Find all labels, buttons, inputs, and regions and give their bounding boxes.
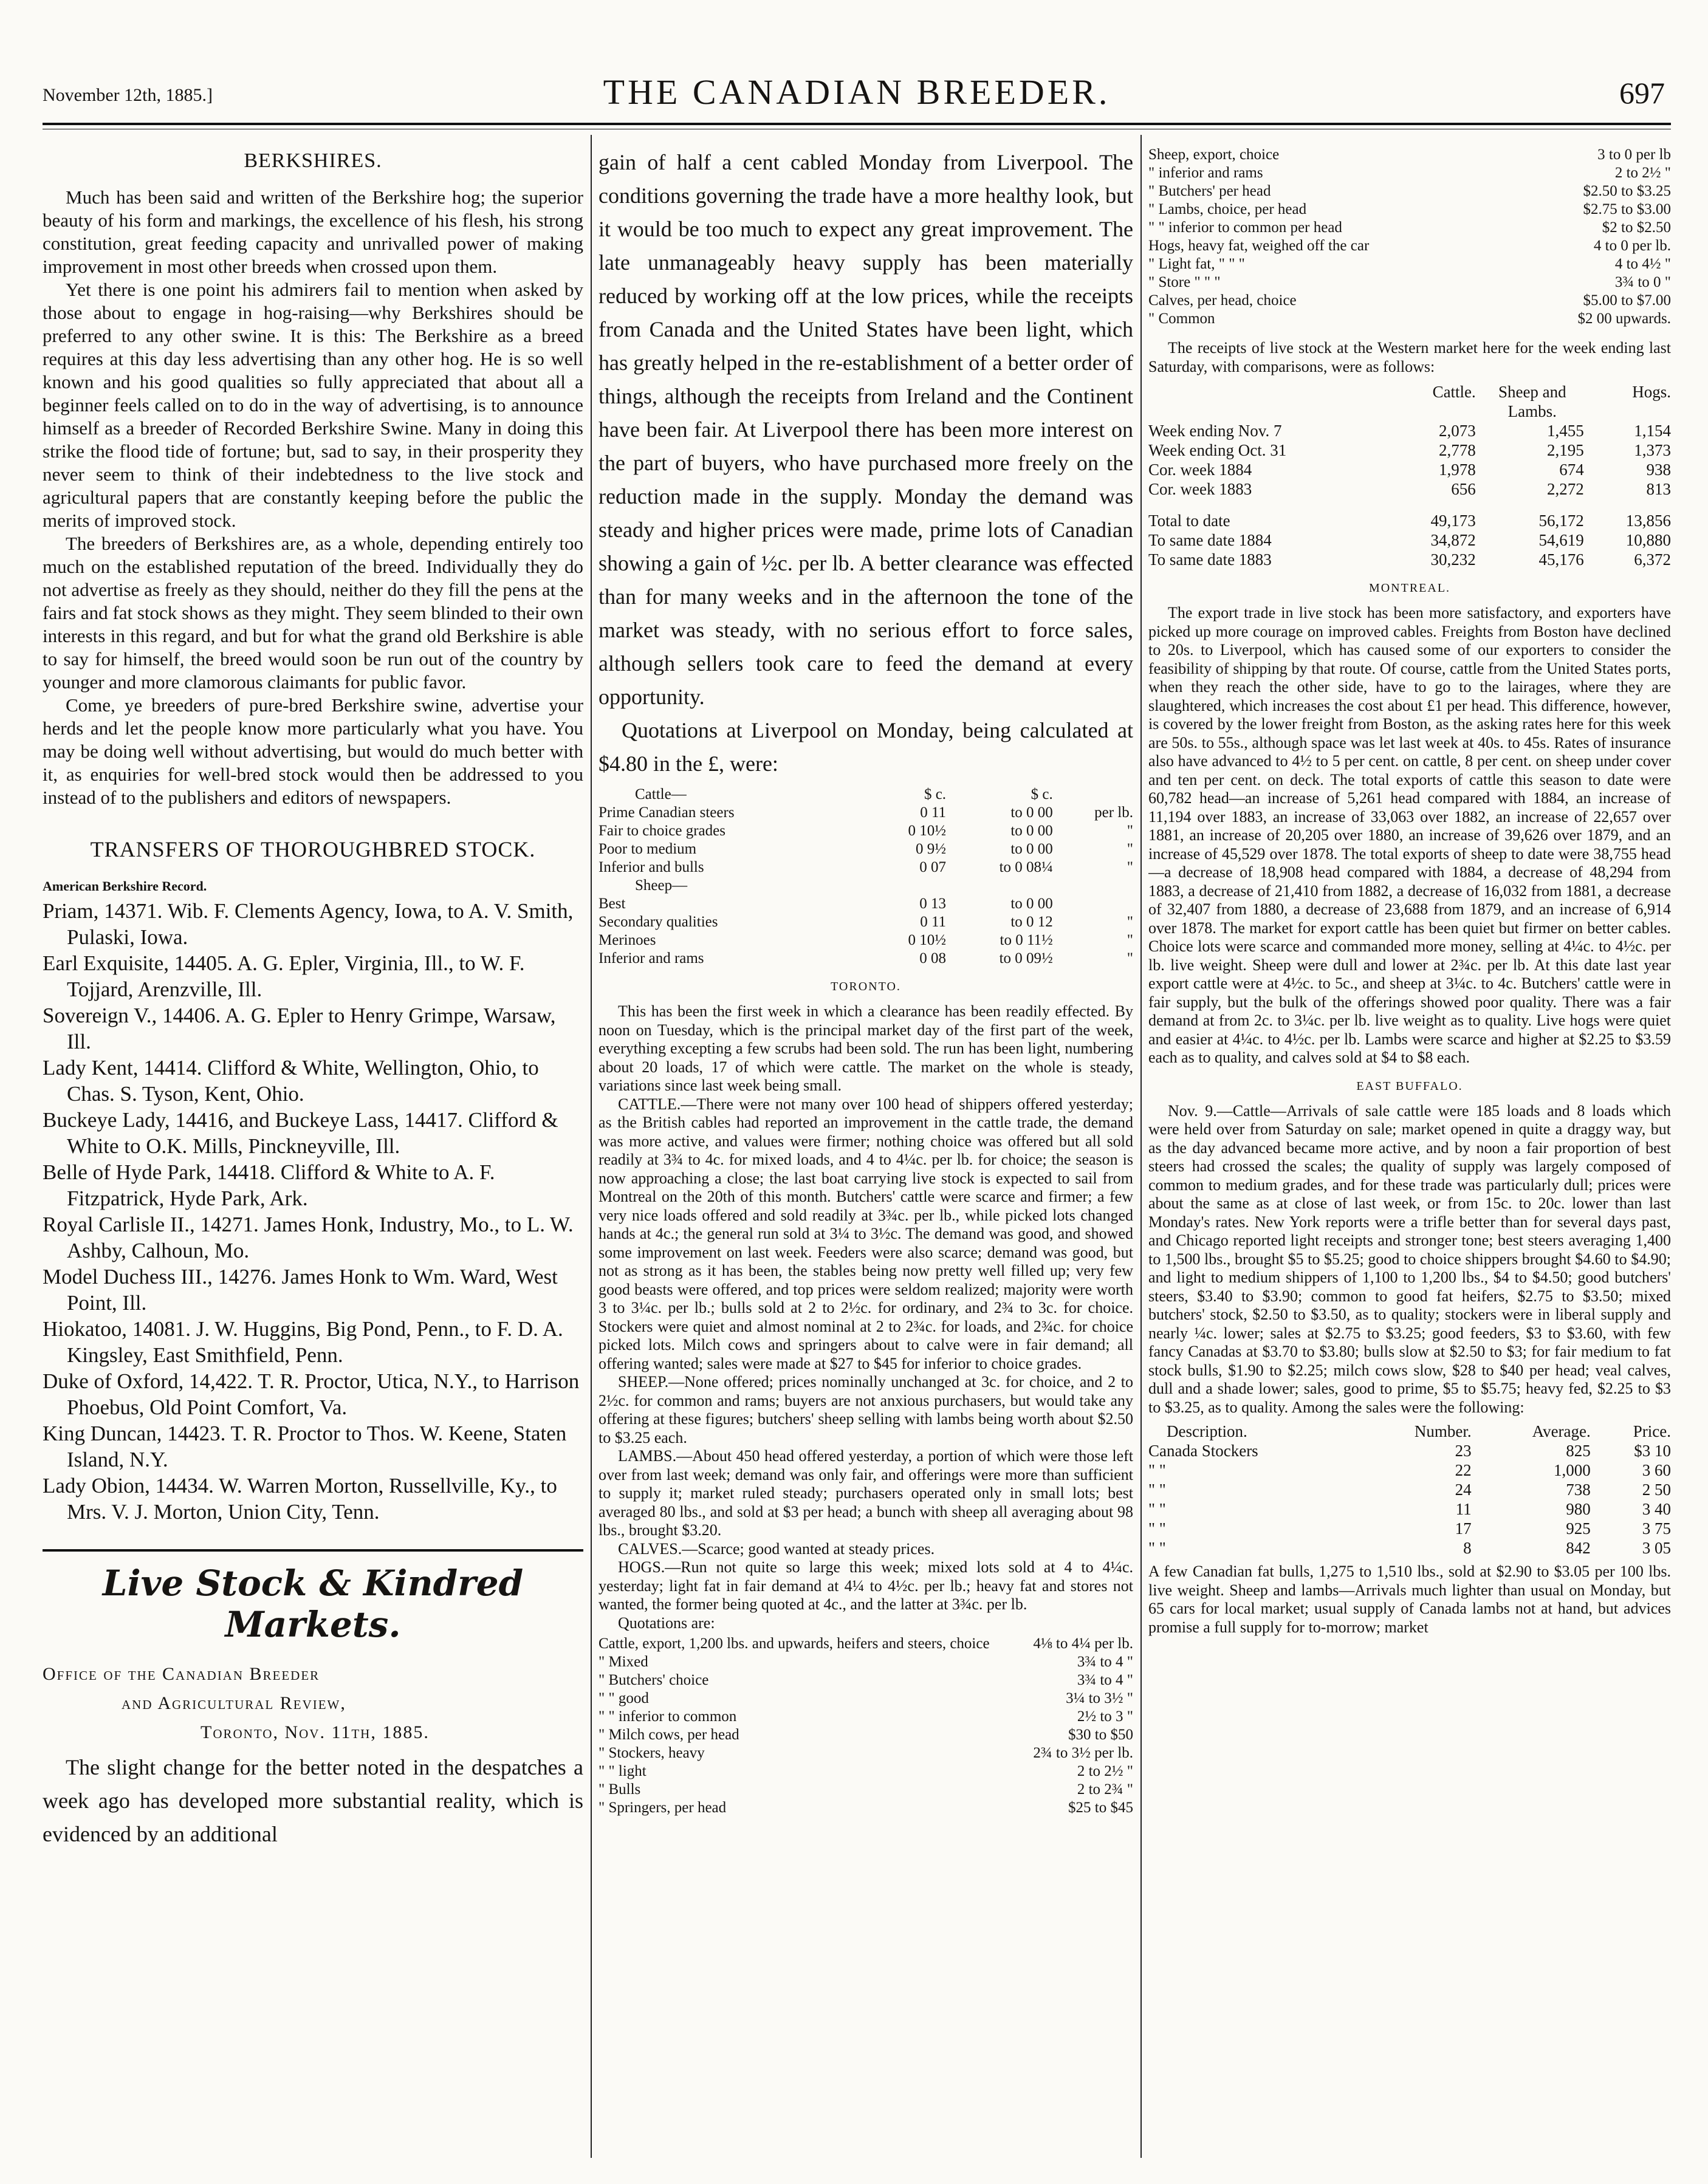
table-row — [598, 877, 1133, 895]
quote-low: 0 08 — [919, 950, 947, 967]
table-cell: 8 — [1463, 1539, 1472, 1557]
receipts-intro — [1148, 339, 1671, 376]
column-header: Description. — [1167, 1422, 1247, 1440]
table-row — [1148, 440, 1671, 460]
report-paragraph: CATTLE.—There were not many over 100 head of shippers offered yesterday; as the British cables had reported an improvement in the cattle trade, the demand was more active, and values were firmer; nothing choice was offered but all sold readily at 3¾ to 4c. for mixed loads, and 4 to 4¼c. per lb. for choice; the season is now approaching a close; the last boat carrying live stock is expected to sail from Montreal on the 20th of this month. Butchers' cattle were scarce and firmer; a few very nice loads offered and sold readily at 3¾c. per lb., while picked lots changed hands at 4c.; the general run sold at 3¼ to 3½c. The demand was good, and showed some improvement on last week. Feeders were also scarce; demand was good, but not as strong as it has been, the stables being now pretty well filled up; very few good beasts were offered, and top prices were seldom realized; majority were worth 3 to 3¼c. per lb.; bulls sold at 2 to 2½c. for ordinary, and 2¾ to 3c. for choice. Stockers were quiet and almost nominal at 2 to 2¾c. for loads, and 2¾c. for choice picked lots. Milch cows and springers about to calve were in fair demand; all offering wanted; sales were made at $27 to $45 for inferior to choice grades. — [598, 1095, 1133, 1372]
table-row — [1148, 255, 1671, 273]
table-cell: 656 — [1451, 480, 1476, 498]
transfer-entry: Earl Exquisite, 14405. A. G. Epler, Virginia, Ill., to W. F. Tojjard, Arenzville, Ill. — [43, 951, 525, 1001]
report-paragraph: Nov. 9.—Cattle—Arrivals of sale cattle were 185 loads and 8 loads which were held over from Saturday on sale; market opened in quite a draggy way, but as the day advanced became more active, and by noon a fair proportion of best steers had crossed the scales; the quality of supply was largely composed of common to medium grades, and for these trade was particularly dull; prices were about the same as at close of last week, or from 15c. to 20c. lower than last Monday's rates. New York reports were a trifle better than for several days past, and Chicago reported light receipts and stronger tone; best steers averaging 1,400 to 1,500 lbs., brought $5 to $5.25; good to choice shippers brought $4.60 to $4.90; and light to medium shippers of 1,100 to 1,200 lbs., $4 to $4.50; good butchers' steers, $3.40 to $3.90; common to good fat heifers, $2.75 to $3.50; mixed butchers' stock, $2.50 to $3.50, as to quality; stockers were in liberal supply and nearly ¼c. lower; sales at $2.75 to $3.25; good feeders, $3 to $3.60, with few fancy Canadas at $3.70 to $3.80; bulls slow at $2.50 to $3; for fair medium to fat stock bulls, $1.90 to $2.25; milch cows slow, $28 to $40 per head; veal calves, dull and a shade lower; sales, good to prime, $5 to $5.75; heavy fed, $2.25 to $3 to $3.25, as to quality. Among the sales were the following: — [1148, 1101, 1671, 1416]
table-cell: 56,172 — [1538, 512, 1584, 530]
quote-low: 0 11 — [920, 804, 947, 821]
issue-date: November 12th, 1885.] — [43, 85, 213, 105]
quote-desc: " Light fat, " " " — [1148, 256, 1245, 272]
quote-desc: " Springers, per head — [598, 1799, 727, 1816]
table-cell: 813 — [1646, 480, 1671, 498]
table-cell: 738 — [1566, 1481, 1591, 1499]
table-row — [598, 840, 1133, 858]
table-cell: 825 — [1566, 1442, 1591, 1460]
montreal-heading: MONTREAL. — [1368, 581, 1451, 595]
table-row — [1148, 200, 1671, 219]
quote-low: 0 9½ — [916, 841, 947, 857]
masthead-rule — [43, 123, 1671, 125]
table-row — [1148, 460, 1671, 479]
office-dateline — [43, 1660, 583, 1747]
table-cell: Week ending Oct. 31 — [1148, 441, 1287, 459]
transfer-entry: Belle of Hyde Park, 14418. Clifford & White to A. F. Fitzpatrick, Hyde Park, Ark. — [43, 1160, 495, 1210]
table-cell: 938 — [1646, 460, 1671, 479]
transfers-heading: TRANSFERS OF THOROUGHBRED STOCK. — [90, 837, 536, 861]
quote-price: 4⅛ to 4¼ per lb. — [1033, 1635, 1133, 1652]
quote-price: $2.75 to $3.00 — [1583, 201, 1671, 217]
quote-price: 2½ to 3 " — [1077, 1708, 1133, 1725]
table-cell: 10,880 — [1625, 531, 1671, 549]
quote-unit — [1053, 895, 1133, 913]
quote-high: to 0 11½ — [1000, 932, 1053, 948]
article-paragraph: Come, ye breeders of pure-bred Berkshire swine, advertise your herds and let the people know more particularly what you have. You may be doing well without advertising, but would do much better with it, as enquiries for well-bred stock would then be addressed to you instead of to the publishers and editors of newspapers. — [43, 694, 583, 808]
buffalo-sales-table — [1148, 1422, 1671, 1558]
quote-unit: " — [1127, 823, 1133, 839]
quote-desc: " Milch cows, per head — [598, 1727, 739, 1743]
quote-low: 0 11 — [920, 914, 947, 930]
quote-desc: Inferior and rams — [598, 950, 704, 967]
quote-desc: " inferior and rams — [1148, 165, 1263, 181]
table-cell: 34,872 — [1430, 531, 1476, 549]
table-cell: Total to date — [1148, 512, 1230, 530]
table-row — [598, 804, 1133, 822]
column-header: $ c. — [924, 786, 947, 803]
quote-price: $2.50 to $3.25 — [1583, 183, 1671, 199]
record-source: American Berkshire Record. — [43, 878, 207, 894]
table-cell: 2 50 — [1642, 1481, 1671, 1499]
quote-price: 3¾ to 4 " — [1077, 1672, 1133, 1688]
east-buffalo-report — [1148, 1102, 1671, 1417]
report-paragraph: This has been the first week in which a clearance has been readily effected. By noon on Tuesday, which is the principal market day of the first part of the week, everything excepting a few scrubs had been sold. The run has been light, numbering about 20 loads, 17 of which were cattle. The market on the whole is steady, variations since last week being small. — [598, 1002, 1133, 1094]
column-header: $ c. — [1031, 786, 1053, 803]
quote-price: 2 to 2½ " — [1077, 1763, 1133, 1779]
quote-low: 0 13 — [919, 895, 947, 912]
table-row — [1148, 292, 1671, 310]
report-paragraph: A few Canadian fat bulls, 1,275 to 1,510 lbs., sold at $2.90 to $3.05 per 100 lbs. live weight. Sheep and lambs—Arrivals much lighter than usual on Monday, but 65 cars for local market; usual supply of Canada lambs not at hand, but advices promise a full supply for to-morrow; market — [1148, 1563, 1671, 1636]
quote-low: 0 10½ — [908, 823, 947, 839]
quote-price: 2 to 2½ " — [1614, 165, 1671, 181]
page-number: 697 — [1619, 76, 1665, 110]
table-cell: Cor. week 1883 — [1148, 480, 1252, 498]
table-row — [598, 950, 1133, 968]
table-row — [1148, 1538, 1671, 1558]
berkshires-article — [43, 186, 583, 809]
quote-desc: " Lambs, choice, per head — [1148, 201, 1307, 217]
quotations-intro: Quotations at Liverpool on Monday, being calculated at $4.80 in the £, were: — [598, 718, 1133, 776]
transfer-entry: Model Duchess III., 14276. James Honk to Wm. Ward, West Point, Ill. — [43, 1265, 558, 1315]
table-row — [1148, 146, 1671, 164]
quote-desc: " Stockers, heavy — [598, 1745, 705, 1761]
quote-desc: Inferior and bulls — [598, 859, 704, 875]
toronto-heading: TORONTO. — [831, 980, 901, 993]
quotations-label: Quotations are: — [618, 1614, 715, 1632]
table-cell: 1,455 — [1547, 422, 1584, 440]
quote-unit: " — [1127, 950, 1133, 967]
quote-low: 0 10½ — [908, 932, 947, 948]
table-header-row — [1148, 1422, 1671, 1441]
table-cell: 23 — [1455, 1442, 1472, 1460]
table-cell: 842 — [1566, 1539, 1591, 1557]
quote-desc: " Common — [1148, 310, 1215, 327]
column-divider — [1140, 135, 1142, 2158]
table-header-row — [1148, 382, 1671, 421]
table-cell: 2,778 — [1439, 441, 1476, 459]
table-cell: 17 — [1455, 1519, 1472, 1538]
table-cell: " " — [1148, 1500, 1166, 1518]
toronto-quotes-table-continued — [1148, 146, 1671, 328]
quote-desc: " " inferior to common — [598, 1708, 737, 1725]
table-cell: 925 — [1566, 1519, 1591, 1538]
column-header: Average. — [1532, 1422, 1591, 1440]
quote-desc: Calves, per head, choice — [1148, 292, 1297, 309]
quote-desc: " Store " " " — [1148, 274, 1221, 290]
transfer-entry: Priam, 14371. Wib. F. Clements Agency, Iowa, to A. V. Smith, Pulaski, Iowa. — [43, 899, 574, 949]
markets-intro — [43, 1751, 583, 1851]
markets-intro-cont: gain of half a cent cabled Monday from Liverpool. The conditions governing the trade have a more healthy look, but it would be too much to expect any great improvement. The late unmanageably heavy supply has been materially reduced by working off at the low prices, while the receipts from Canada and the United States have been light, which has greatly helped in the re-establishment of a better order of things, although the receipts from Ireland and the Continent have been fair. At Liverpool there has been more interest on the part of buyers, who have purchased more freely on the reduction made in the supply. Monday the demand was steady and higher prices were made, prime lots of Canadian showing a gain of ½c. per lb. A better clearance was effected than for many weeks and in the afternoon the tone of the market was steady, with no serious effort to force sales, although sellers took care to feed the demand at every opportunity. — [598, 150, 1133, 709]
column-header: Sheep and Lambs. — [1498, 383, 1566, 420]
column-header: Cattle. — [1432, 383, 1476, 401]
office-line: Office of the Canadian Breeder — [43, 1664, 320, 1684]
table-cell: 6,372 — [1634, 550, 1671, 569]
newspaper-page — [43, 67, 1671, 2163]
column-left — [43, 146, 583, 2151]
table-row — [598, 858, 1133, 877]
quote-price: $2 to $2.50 — [1602, 219, 1671, 236]
quote-desc: Cattle, export, 1,200 lbs. and upwards, heifers and steers, choice — [598, 1635, 990, 1652]
table-row — [598, 1689, 1133, 1708]
table-row — [1148, 1480, 1671, 1499]
table-row — [1148, 550, 1671, 569]
table-cell: 54,619 — [1538, 531, 1584, 549]
table-cell: Cor. week 1884 — [1148, 460, 1252, 479]
column-header: Hogs. — [1632, 383, 1671, 401]
table-cell: 980 — [1566, 1500, 1591, 1518]
report-paragraph: The export trade in live stock has been more satisfactory, and exporters have picked up more courage on improved cables. Freights from Boston have declined to 20s. to Liverpool, which has caused some of our exporters to consider the feasibility of shipping by that route. Of course, cattle from the United States ports, when they reach the other side, have to go to the lairages, where they are slaughtered, which increases the cost about £1 per head. This difference, however, is covered by the lower freight from Boston, as the asking rates here for this week are 50s. to 55s., although space was let last week at 40s. to 45s. Rates of insurance also have advanced to 4½ to 5 per cent. on cattle, 8 per cent. on sheep under cover and ten per cent. on deck. The total exports of cattle this season to date were 60,782 head—an increase of 5,261 head compared with 1884, an increase of 11,194 over 1883, an increase of 33,063 over 1882, an increase of 22,657 over 1881, an increase of 20,205 over 1880, an increase of 39,626 over 1879, and an increase of 45,529 over 1878. The total exports of sheep to date were 38,755 head—a decrease of 18,908 head compared with 1884, a decrease of 48,294 from 1883, a decrease of 21,410 from 1882, a decrease of 16,032 from 1881, a decrease of 32,407 from 1880, a decrease of 23,688 from 1879, and an increase of 6,914 over 1878. The market for export cattle has been quiet but firmer on better cables. Choice lots were scarce and commanded more money, selling at 4¼c. to 4½c. per lb. live weight. Sheep were dull and lower at 2¾c. per lb. At this date last year export cattle were at 4½c. to 5c., and sheep at 3¼c. to 4c. Butchers' cattle were in fair supply, but the bulk of the offerings showed poor quality. There was a fair demand at from 2c. to 3¼c. per lb. live weight as to quality. Live hogs were quiet and easier at 4¼c. to 4½c. per lb. Lambs were scarce and higher at $2.25 to $3.59 each as to quality, and calves sold at $4 to $8 each. — [1148, 604, 1671, 1066]
table-row — [1148, 182, 1671, 200]
transfer-entry: Buckeye Lady, 14416, and Buckeye Lass, 14417. Clifford & White to O.K. Mills, Pinckneyville, Ill. — [43, 1108, 558, 1158]
table-cell: " " — [1148, 1519, 1166, 1538]
table-cell: 3 40 — [1642, 1500, 1671, 1518]
table-row — [598, 1708, 1133, 1726]
quote-price: 2 to 2¾ " — [1077, 1781, 1133, 1798]
table-row — [598, 1762, 1133, 1781]
quote-desc: " Butchers' choice — [598, 1672, 709, 1688]
group-label: Sheep— — [635, 877, 688, 894]
table-row — [598, 1671, 1133, 1689]
quote-high: to 0 00 — [1010, 823, 1053, 839]
quote-price: $25 to $45 — [1068, 1799, 1133, 1816]
receipts-intro-text: The receipts of live stock at the Western market here for the week ending last Saturday, with comparisons, were as follows: — [1148, 339, 1671, 375]
report-paragraph: LAMBS.—About 450 head offered yesterday, a portion of which were those left over from last week; demand was only fair, and offerings were more than sufficient to supply it; market ruled steady; purchasers operated only in small lots; best averaged 80 lbs., and sold at $3 per head; a bunch with sheep all averaging about 98 lbs., brought $3.20. — [598, 1447, 1133, 1539]
column-divider — [591, 135, 592, 2158]
liverpool-quotations-table — [598, 786, 1133, 968]
table-row — [1148, 1499, 1671, 1519]
article-paragraph: Yet there is one point his admirers fail to mention when asked by those about to engage in hog-raising—why Berkshires should be preferred to any other swine. It is this: The Berkshire as a breed requires at this day less advertising than any other hog. He is so well known and his good qualities so fully appreciated that about all a beginner feels called on to do in the way of advertising, is to announce himself as a breeder of Recorded Berkshire Swine. Many in doing this strike the flood tide of fortune; but, sad to say, in their prosperity they never seem to think of their indebtedness to the live stock and agricultural papers that are constantly keeping before the public the merits of improved stock. — [43, 279, 583, 531]
table-row — [598, 1726, 1133, 1744]
table-cell: " " — [1148, 1539, 1166, 1557]
table-cell: 22 — [1455, 1461, 1472, 1479]
table-cell: 1,978 — [1439, 460, 1476, 479]
quote-desc: " Mixed — [598, 1654, 648, 1670]
quote-unit: " — [1127, 841, 1133, 857]
transfer-entry: Royal Carlisle II., 14271. James Honk, Industry, Mo., to L. W. Ashby, Calhoun, Mo. — [43, 1213, 574, 1262]
quote-desc: Prime Canadian steers — [598, 804, 735, 821]
east-buffalo-closing — [1148, 1563, 1671, 1637]
article-paragraph: The breeders of Berkshires are, as a whole, depending entirely too much on the established reputation of the breed. Individually they do not advertise as freely as they should, neither do they fill the pens at the fairs and fat stock shows as they might. They seem blinded to their own interests in this regard, and but for what the grand old Berkshire is able to say for himself, the breed would soon be run out of the country by younger and more clamorous claimants for public favor. — [43, 533, 583, 693]
quote-high: to 0 08¼ — [999, 859, 1053, 875]
quote-desc: Sheep, export, choice — [1148, 146, 1280, 163]
quote-unit: " — [1127, 914, 1133, 930]
quote-desc: Poor to medium — [598, 841, 697, 857]
transfer-entry: King Duncan, 14423. T. R. Proctor to Thos. W. Keene, Staten Island, N.Y. — [43, 1422, 567, 1471]
transfer-entry: Lady Kent, 14414. Clifford & White, Wellington, Ohio, to Chas. S. Tyson, Kent, Ohio. — [43, 1056, 539, 1106]
office-line: and Agricultural Review, — [122, 1693, 346, 1713]
toronto-quotes-table — [598, 1635, 1133, 1817]
table-row — [598, 913, 1133, 931]
quote-high: to 0 12 — [1010, 914, 1053, 930]
office-line: Toronto, Nov. 11th, 1885. — [201, 1722, 430, 1742]
quote-desc: " " inferior to common per head — [1148, 219, 1342, 236]
table-cell: $3 10 — [1634, 1442, 1671, 1460]
quote-price: 4 to 4½ " — [1614, 256, 1671, 272]
column-middle — [598, 146, 1133, 2151]
table-row — [598, 822, 1133, 840]
quote-desc: " Bulls — [598, 1781, 641, 1798]
quote-high: to 0 09½ — [999, 950, 1053, 967]
transfer-entry: Sovereign V., 14406. A. G. Epler to Henry Grimpe, Warsaw, Ill. — [43, 1004, 556, 1053]
table-cell: 2,195 — [1547, 441, 1584, 459]
transfer-entry: Lady Obion, 14434. W. Warren Morton, Russellville, Ky., to Mrs. V. J. Morton, Union City, Tenn. — [43, 1474, 557, 1524]
report-paragraph: HOGS.—Run not quite so large this week; mixed lots sold at 4 to 4¼c. yesterday; light fat in fair demand at 4¼ to 4½c. per lb.; heavy fat and stores not wanted, the former being quoted at 4c., and the latter at 3¾c. per lb. — [598, 1558, 1133, 1613]
quote-desc: " Butchers' per head — [1148, 183, 1271, 199]
quote-desc: Fair to choice grades — [598, 823, 725, 839]
markets-intro-continued — [598, 146, 1133, 781]
table-row — [1148, 219, 1671, 237]
quote-low: 0 07 — [919, 859, 947, 875]
quote-price: 3¾ to 0 " — [1614, 274, 1671, 290]
table-cell: 49,173 — [1430, 512, 1476, 530]
table-row — [598, 931, 1133, 950]
table-row — [1148, 479, 1671, 499]
column-right — [1148, 146, 1671, 2151]
column-header — [1148, 382, 1389, 421]
table-cell: 3 05 — [1642, 1539, 1671, 1557]
table-row — [1148, 273, 1671, 292]
table-row — [598, 1653, 1133, 1671]
article-paragraph: Much has been said and written of the Berkshire hog; the superior beauty of his form and markings, the excellence of his flesh, his strong constitution, great feeding capacity and unrivalled power of making improvement in most other breeds when crossed upon them. — [43, 187, 583, 277]
table-row — [1148, 530, 1671, 550]
table-cell: 24 — [1455, 1481, 1472, 1499]
quote-price: $5.00 to $7.00 — [1583, 292, 1671, 309]
quote-desc: Hogs, heavy fat, weighed off the car — [1148, 238, 1370, 254]
table-cell: 1,154 — [1634, 422, 1671, 440]
table-cell: To same date 1884 — [1148, 531, 1272, 549]
table-row — [598, 786, 1133, 804]
column-header: Number. — [1414, 1422, 1472, 1440]
quote-desc: Secondary qualities — [598, 914, 718, 930]
table-cell: 45,176 — [1538, 550, 1584, 569]
quote-price: 2¾ to 3½ per lb. — [1033, 1745, 1133, 1761]
berkshires-heading: BERKSHIRES. — [244, 149, 382, 172]
markets-intro-start: The slight change for the better noted in the despatches a week ago has developed more substantial reality, which is evidenced by an additional — [43, 1755, 583, 1846]
quote-high: to 0 00 — [1010, 841, 1053, 857]
table-cell: 13,856 — [1625, 512, 1671, 530]
table-row — [1148, 1460, 1671, 1480]
quote-high: to 0 00 — [1010, 804, 1053, 821]
transfers-list — [43, 898, 583, 1525]
table-row — [1148, 237, 1671, 255]
table-row — [1148, 499, 1671, 530]
table-cell: 11 — [1455, 1500, 1472, 1518]
table-cell: To same date 1883 — [1148, 550, 1272, 569]
quote-high: to 0 00 — [1010, 895, 1053, 912]
quote-desc: " " light — [598, 1763, 647, 1779]
table-row — [1148, 310, 1671, 328]
table-cell: " " — [1148, 1461, 1166, 1479]
table-row — [1148, 164, 1671, 182]
quote-price: $30 to $50 — [1068, 1727, 1133, 1743]
quote-price: 3¼ to 3½ " — [1066, 1690, 1133, 1706]
masthead — [43, 67, 1671, 115]
quote-desc: Merinoes — [598, 932, 656, 948]
report-paragraph: CALVES.—Scarce; good wanted at steady prices. — [618, 1539, 935, 1558]
table-row — [598, 1744, 1133, 1762]
column-header: Price. — [1633, 1422, 1671, 1440]
table-row — [1148, 1519, 1671, 1538]
quote-unit: " — [1127, 859, 1133, 875]
table-cell: 2,073 — [1439, 422, 1476, 440]
quote-unit: " — [1127, 932, 1133, 948]
table-cell: Week ending Nov. 7 — [1148, 422, 1282, 440]
table-row — [1148, 421, 1671, 440]
table-row — [1148, 1441, 1671, 1460]
transfer-entry: Duke of Oxford, 14,422. T. R. Proctor, Utica, N.Y., to Harrison Phoebus, Old Point Comfort, Va. — [43, 1369, 580, 1419]
quote-price: 4 to 0 per lb. — [1593, 238, 1671, 254]
report-paragraph: SHEEP.—None offered; prices nominally unchanged at 3c. for choice, and 2 to 2½c. for common and rams; buyers are not anxious purchasers, but would take any offering at these figures; butchers' sheep selling with lambs being worth about $2.50 to $3.25 each. — [598, 1373, 1133, 1446]
table-cell: 3 60 — [1642, 1461, 1671, 1479]
quote-desc: Best — [598, 895, 626, 912]
table-cell: 1,373 — [1634, 441, 1671, 459]
table-row — [598, 895, 1133, 913]
table-cell: " " — [1148, 1481, 1166, 1499]
toronto-report — [598, 1002, 1133, 1632]
newspaper-title: THE CANADIAN BREEDER. — [603, 72, 1111, 112]
receipts-table — [1148, 382, 1671, 569]
quote-unit: per lb. — [1094, 804, 1133, 821]
quote-price: 3 to 0 per lb — [1597, 146, 1671, 163]
table-cell: 674 — [1559, 460, 1584, 479]
quote-price: $2 00 upwards. — [1577, 310, 1671, 327]
montreal-report — [1148, 604, 1671, 1067]
quote-desc: " " good — [598, 1690, 649, 1706]
table-cell: 2,272 — [1547, 480, 1584, 498]
group-label: Cattle— — [635, 786, 687, 803]
table-row — [598, 1781, 1133, 1799]
table-row — [598, 1635, 1133, 1653]
table-cell: 3 75 — [1642, 1519, 1671, 1538]
transfer-entry: Hiokatoo, 14081. J. W. Huggins, Big Pond, Penn., to F. D. A. Kingsley, East Smithfield, Penn. — [43, 1317, 563, 1367]
quote-price: 3¾ to 4 " — [1077, 1654, 1133, 1670]
table-row — [598, 1799, 1133, 1817]
table-cell: 30,232 — [1430, 550, 1476, 569]
table-cell: 1,000 — [1554, 1461, 1591, 1479]
table-cell: Canada Stockers — [1148, 1442, 1258, 1460]
markets-banner: Live Stock & Kindred Markets. — [43, 1549, 583, 1645]
east-buffalo-heading: EAST BUFFALO. — [1356, 1079, 1463, 1093]
